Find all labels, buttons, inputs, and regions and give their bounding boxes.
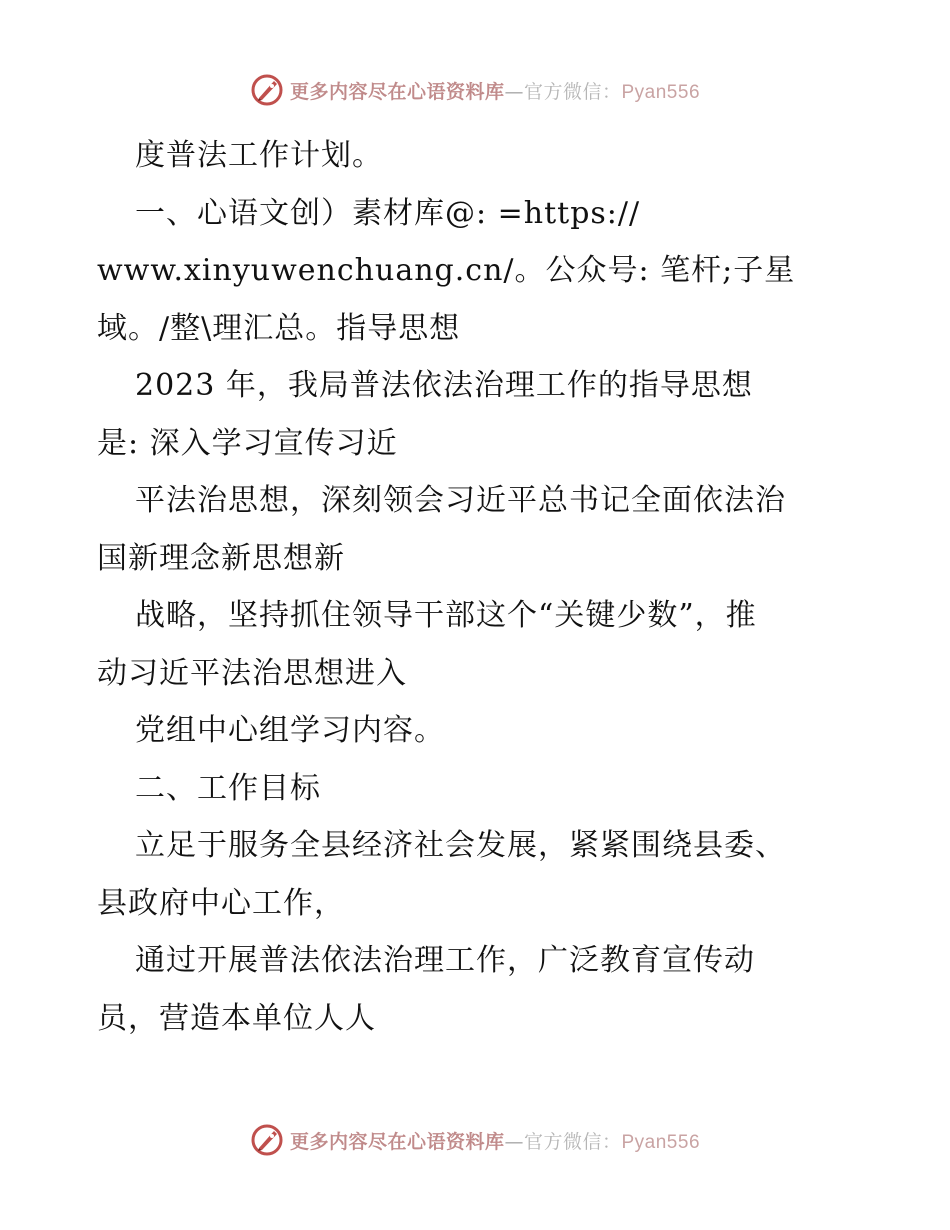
watermark-dash: —	[504, 1130, 524, 1153]
paragraph-line: 战略，坚持抓住领导干部这个“关键少数”，推	[135, 598, 757, 633]
paragraph-line: 县政府中心工作，	[97, 885, 345, 921]
paragraph-line: 域。/整\理汇总。指导思想	[97, 310, 461, 346]
paragraph-line: 度普法工作计划。	[135, 138, 383, 173]
watermark-dash: —	[504, 80, 524, 103]
watermark-wechat-label: 官方微信：	[523, 80, 622, 103]
paragraph-line: www.xinyuwenchuang.cn/。公众号: 笔杆;子星	[97, 253, 796, 288]
watermark-text	[290, 77, 700, 104]
watermark-brand: 更多内容尽在心语资料库	[289, 80, 505, 103]
header-watermark	[0, 72, 950, 108]
footer-watermark	[0, 1122, 950, 1158]
paragraph-line: 党组中心组学习内容。	[135, 713, 445, 748]
section-heading: 二、工作目标	[135, 770, 321, 806]
watermark-wechat-id: Pyan556	[621, 1131, 701, 1153]
paragraph-line: 2023 年，我局普法依法治理工作的指导思想	[135, 368, 753, 403]
watermark-wechat-label: 官方微信：	[523, 1130, 622, 1153]
paragraph-line: 员，营造本单位人人	[97, 1000, 376, 1036]
watermark-text	[290, 1127, 700, 1154]
paragraph-line: 动习近平法治思想进入	[97, 655, 407, 691]
watermark-wechat-id: Pyan556	[621, 81, 701, 103]
paragraph-line: 一、心语文创）素材库@: =https://	[135, 195, 641, 231]
quill-pen-logo-icon	[250, 1123, 284, 1157]
paragraph-line: 国新理念新思想新	[97, 540, 345, 576]
paragraph-line: 通过开展普法依法治理工作，广泛教育宣传动	[135, 943, 755, 978]
document-body	[97, 127, 867, 1047]
paragraph-line: 立足于服务全县经济社会发展，紧紧围绕县委、	[135, 828, 786, 863]
paragraph-line: 平法治思想，深刻领会习近平总书记全面依法治	[135, 483, 786, 518]
quill-pen-logo-icon	[250, 73, 284, 107]
paragraph-line: 是: 深入学习宣传习近	[97, 425, 398, 461]
watermark-brand: 更多内容尽在心语资料库	[289, 1130, 505, 1153]
